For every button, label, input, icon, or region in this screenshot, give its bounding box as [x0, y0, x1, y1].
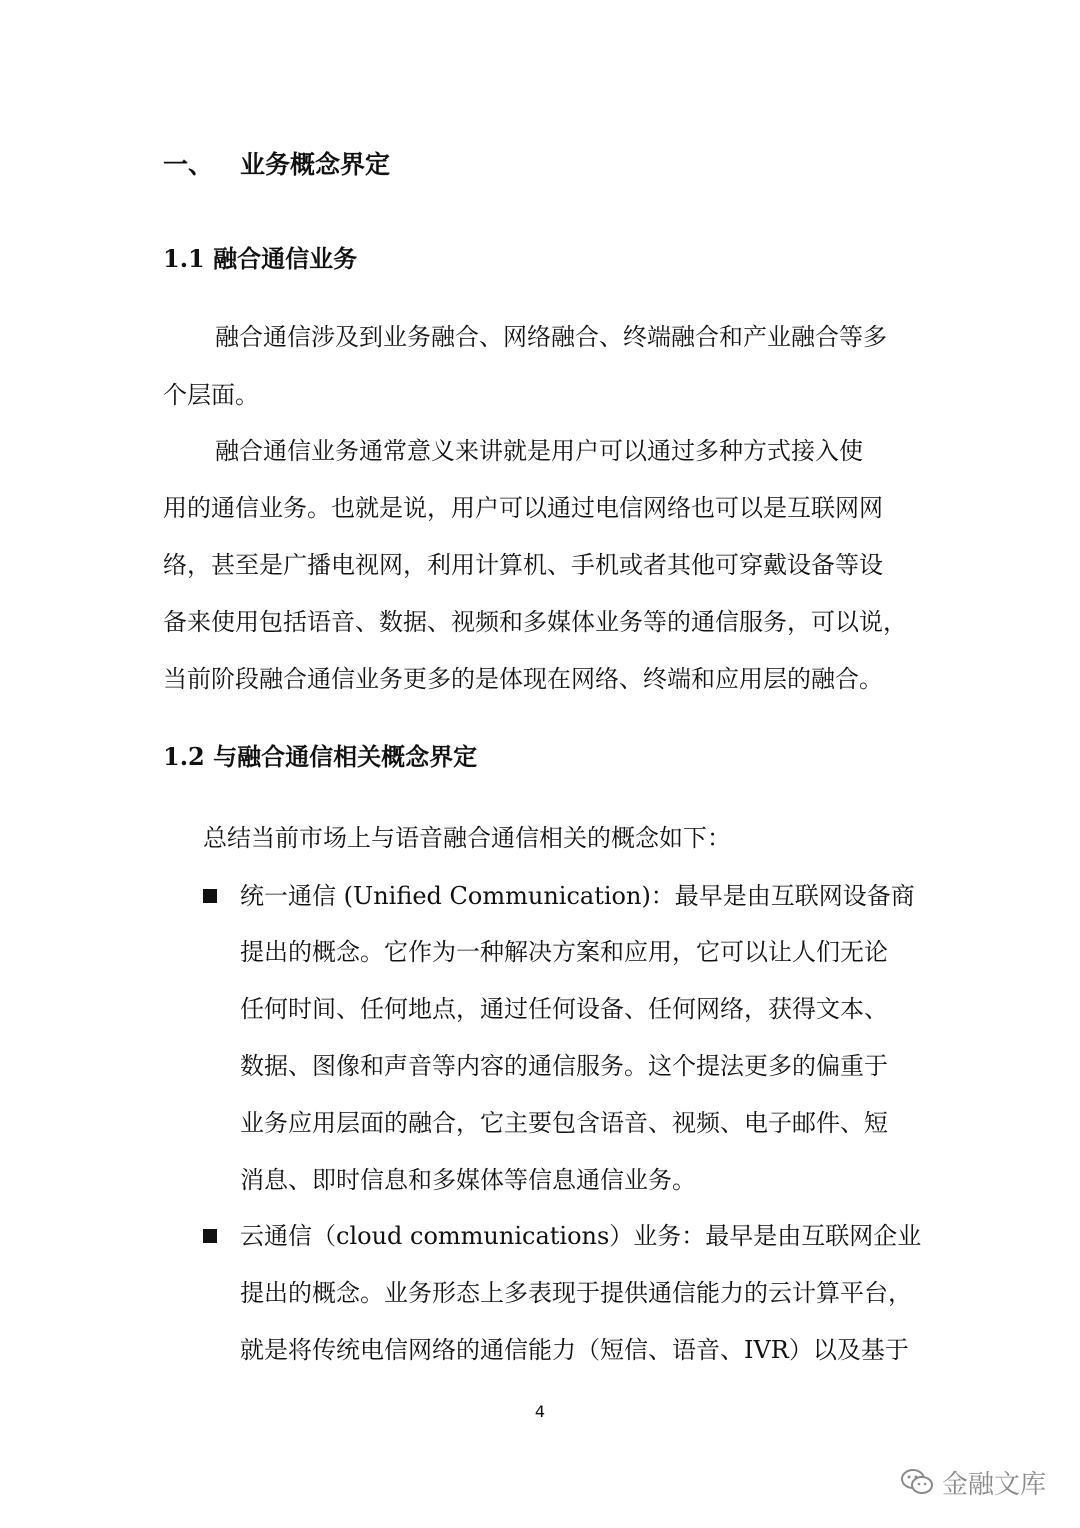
bullet-line: 消息、即时信息和多媒体等信息通信业务。 [240, 1166, 696, 1194]
bullet-line: 提出的概念。它作为一种解决方案和应用，它可以让人们无论 [240, 938, 888, 966]
paragraph-line: 融合通信涉及到业务融合、网络融合、终端融合和产业融合等多 [215, 323, 887, 351]
bullet-line: 数据、图像和声音等内容的通信服务。这个提法更多的偏重于 [240, 1052, 888, 1080]
bullet-line: 云通信（cloud communications）业务：最早是由互联网企业 [240, 1222, 922, 1250]
paragraph-line: 融合通信业务通常意义来讲就是用户可以通过多种方式接入使 [215, 437, 863, 465]
bullet-square [203, 889, 217, 903]
wechat-icon [900, 1467, 934, 1497]
intro-line: 总结当前市场上与语音融合通信相关的概念如下： [203, 824, 731, 852]
bullet-line: 统一通信 (Unified Communication)：最早是由互联网设备商 [240, 882, 915, 910]
paragraph-line: 络，甚至是广播电视网，利用计算机、手机或者其他可穿戴设备等设 [163, 551, 883, 579]
bullet-line: 任何时间、任何地点，通过任何设备、任何网络，获得文本、 [240, 995, 888, 1023]
bullet-square [203, 1229, 217, 1243]
bullet-line: 就是将传统电信网络的通信能力（短信、语音、IVR）以及基于 [240, 1336, 909, 1364]
subsection-title-1-1: 1.1 融合通信业务 [163, 244, 358, 273]
paragraph-line: 个层面。 [163, 381, 259, 409]
watermark [900, 1462, 1060, 1502]
section-number: 一、 [163, 150, 214, 179]
paragraph-line: 备来使用包括语音、数据、视频和多媒体业务等的通信服务，可以说， [163, 608, 907, 636]
subsection-title-1-2: 1.2 与融合通信相关概念界定 [163, 742, 478, 771]
bullet-line: 提出的概念。业务形态上多表现于提供通信能力的云计算平台， [240, 1279, 912, 1307]
bullet-line: 业务应用层面的融合，它主要包含语音、视频、电子邮件、短 [240, 1109, 888, 1137]
page-number: 4 [534, 1402, 546, 1421]
paragraph-line: 当前阶段融合通信业务更多的是体现在网络、终端和应用层的融合。 [163, 665, 883, 693]
paragraph-line: 用的通信业务。也就是说，用户可以通过电信网络也可以是互联网网 [163, 494, 883, 522]
watermark-text: 金融文库 [942, 1469, 1047, 1500]
section-title: 业务概念界定 [240, 150, 391, 179]
